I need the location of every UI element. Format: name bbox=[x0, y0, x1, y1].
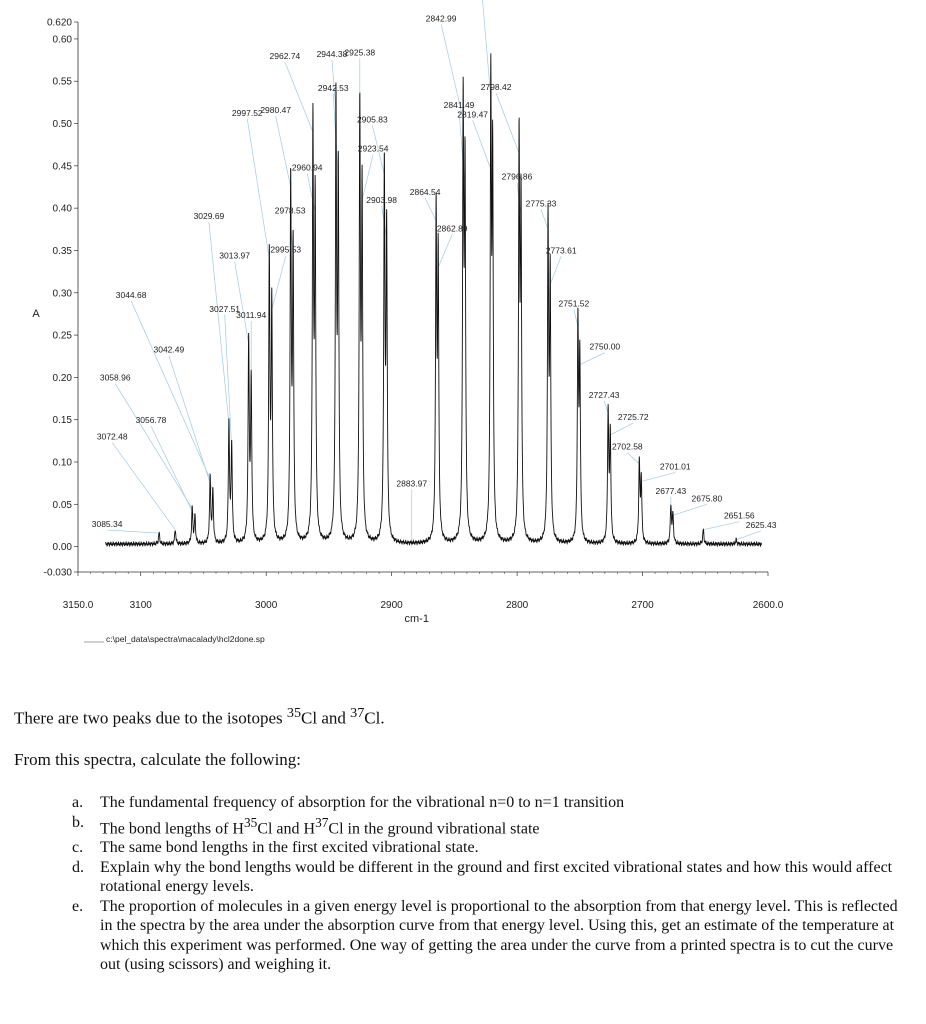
question-item bbox=[72, 897, 912, 975]
peak-leader-line bbox=[115, 384, 192, 509]
question-sup-35: 35 bbox=[243, 814, 258, 830]
y-tick-label: 0.620 bbox=[46, 17, 72, 29]
peak-leader-line bbox=[276, 116, 291, 187]
y-tick-label: 0.05 bbox=[52, 499, 72, 511]
chart-axes bbox=[32, 18, 783, 643]
peak-leader-line bbox=[673, 504, 707, 515]
question-item bbox=[72, 813, 912, 839]
y-tick-label: 0.10 bbox=[52, 457, 72, 469]
peak-leader-line bbox=[285, 62, 313, 132]
peak-label: 2819.47 bbox=[457, 109, 489, 120]
y-tick-label: 0.15 bbox=[52, 415, 72, 427]
question-letter: e. bbox=[72, 897, 84, 915]
peak-label: 3042.49 bbox=[153, 344, 185, 355]
peak-leader-line bbox=[151, 426, 195, 517]
peak-label: 2701.01 bbox=[659, 461, 691, 472]
x-tick-label: 2600.0 bbox=[752, 600, 784, 611]
x-tick-label: 3100 bbox=[129, 600, 152, 611]
x-tick-label: 2700 bbox=[631, 600, 654, 611]
question-text: The same bond lengths in the first excited vibrational state. bbox=[100, 839, 479, 857]
isotope-37-mass: 37 bbox=[350, 705, 365, 721]
peak-leader-line bbox=[627, 453, 639, 464]
peak-label: 2864.54 bbox=[409, 186, 441, 197]
peak-label: 2841.49 bbox=[443, 100, 475, 110]
peak-label: 2944.38 bbox=[316, 48, 348, 59]
isotope-35-mass: 35 bbox=[286, 705, 302, 721]
question-letter: b. bbox=[72, 813, 84, 831]
peak-label: 2625.43 bbox=[745, 519, 777, 530]
peak-leader-line bbox=[247, 119, 269, 259]
spectrum-trace bbox=[106, 53, 762, 546]
instructions: From this spectra, calculate the following: bbox=[14, 750, 302, 769]
peak-leader-line bbox=[107, 530, 159, 533]
peak-label: 2980.47 bbox=[260, 105, 292, 115]
peak-label: 2905.83 bbox=[356, 114, 388, 125]
peak-label: 2842.99 bbox=[425, 13, 457, 24]
question-text bbox=[100, 813, 912, 839]
peak-label: 2773.61 bbox=[545, 245, 577, 256]
isotope-37-symbol: Cl. bbox=[364, 708, 385, 728]
peak-label: 2751.52 bbox=[558, 298, 590, 309]
peak-label: 2702.58 bbox=[611, 441, 643, 452]
peak-label: 3029.69 bbox=[193, 210, 225, 221]
y-tick-label: 0.25 bbox=[52, 330, 72, 342]
peak-leader-line bbox=[541, 209, 548, 229]
question-text-part: The bond lengths of H bbox=[100, 819, 244, 837]
peak-leader-line bbox=[703, 522, 739, 530]
peak-leader-line bbox=[736, 531, 761, 540]
question-text-part: Cl in the ground vibrational state bbox=[328, 819, 540, 837]
y-axis-title: A bbox=[32, 308, 40, 320]
peak-label: 2923.54 bbox=[357, 143, 389, 154]
peak-leader-line bbox=[610, 423, 633, 435]
peak-label: 3044.68 bbox=[115, 289, 147, 300]
peak-label: 2942.53 bbox=[317, 82, 349, 93]
x-tick-label: 3150.0 bbox=[62, 600, 94, 611]
peak-labels bbox=[92, 0, 777, 530]
file-path-label: c:\pel_data\spectra\macalady\hcl2done.sp bbox=[106, 634, 265, 644]
y-tick-label: 0.20 bbox=[52, 372, 72, 384]
y-tick-label: 0.45 bbox=[52, 161, 72, 173]
question-list bbox=[72, 793, 912, 975]
question-text: Explain why the bond lengths would be different in the ground and first excited vibrational states and how this would affect rotational energy levels. bbox=[100, 858, 893, 896]
peak-leader-line bbox=[235, 262, 249, 344]
peak-label: 3072.48 bbox=[96, 431, 128, 442]
peak-leader-line bbox=[425, 198, 436, 221]
peak-label: 2997.52 bbox=[231, 107, 263, 118]
peak-label: 2750.00 bbox=[589, 341, 621, 352]
x-tick-label: 2800 bbox=[505, 600, 529, 611]
peak-leader-line bbox=[362, 155, 373, 200]
spectrum-line bbox=[106, 53, 762, 546]
peak-label: 2962.74 bbox=[269, 51, 301, 61]
isotope-prefix: There are two peaks due to the isotopes bbox=[14, 708, 287, 728]
peak-leader-line bbox=[459, 111, 465, 187]
peak-leader-line bbox=[169, 356, 213, 492]
peak-label: 2798.42 bbox=[480, 82, 512, 93]
question-text: The fundamental frequency of absorption for the vibrational n=0 to n=1 transition bbox=[100, 794, 625, 811]
peak-label: 2775.33 bbox=[525, 198, 557, 209]
peak-leader-line bbox=[496, 93, 519, 153]
y-tick-label: 0.30 bbox=[52, 288, 72, 300]
y-tick-label: 0.40 bbox=[52, 203, 72, 215]
x-axis-title: cm-1 bbox=[404, 613, 429, 625]
peak-label: 2725.72 bbox=[617, 411, 649, 422]
question-letter: c. bbox=[72, 839, 84, 857]
peak-label: 2796.86 bbox=[501, 171, 533, 182]
peak-leader-line bbox=[131, 301, 210, 479]
peak-label: 2677.43 bbox=[655, 485, 687, 496]
question-text: The proportion of molecules in a given energy level is proportional to the absorption from that energy level. This is reflected in the spectra by the area under the absorption curve from that energy level. Using this, get an estimate of the temperature at which this experiment was performed. One way of getting the area under the curve from a printed spectra is to cut the curve out (using scissors) and weighing it. bbox=[100, 897, 898, 974]
y-tick-label: 0.50 bbox=[52, 119, 72, 131]
peak-leader-line bbox=[438, 234, 452, 267]
peak-label: 2995.53 bbox=[270, 244, 302, 255]
isotope-35-symbol: Cl and bbox=[301, 708, 351, 728]
peak-leader-line bbox=[112, 443, 175, 530]
y-tick-label: 0.60 bbox=[52, 34, 72, 46]
peak-label: 2903.98 bbox=[366, 194, 398, 205]
question-item bbox=[72, 858, 912, 897]
peak-leader-line bbox=[307, 173, 315, 212]
question-item bbox=[72, 793, 912, 813]
peak-label: 2925.38 bbox=[344, 47, 376, 58]
peak-leader-line bbox=[580, 353, 605, 365]
peak-label: 2651.56 bbox=[723, 510, 755, 521]
peak-label: 2727.43 bbox=[588, 389, 620, 400]
question-letter: a. bbox=[72, 794, 84, 811]
peak-label: 3011.94 bbox=[236, 309, 267, 320]
peak-leader-line bbox=[641, 472, 675, 481]
peak-label: 3085.34 bbox=[91, 519, 123, 530]
peak-leader-line bbox=[550, 256, 561, 284]
peak-label: 3027.51 bbox=[209, 303, 241, 314]
peak-leader-line bbox=[473, 120, 493, 174]
question-text-part: Cl and H bbox=[257, 819, 316, 837]
x-tick-label: 2900 bbox=[380, 600, 403, 611]
x-tick-label: 3000 bbox=[255, 600, 278, 611]
y-tick-label: -0.030 bbox=[43, 567, 72, 579]
y-tick-label: 0.35 bbox=[52, 245, 72, 257]
peak-label: 2978.53 bbox=[274, 205, 306, 216]
peak-label: 2883.97 bbox=[396, 478, 428, 489]
peak-label: 2862.89 bbox=[436, 223, 468, 234]
question-sup-37: 37 bbox=[315, 814, 329, 830]
peak-label: 2675.80 bbox=[691, 493, 723, 504]
y-tick-label: 0.00 bbox=[52, 542, 72, 554]
peak-leader-line bbox=[225, 315, 232, 447]
y-tick-label: 0.55 bbox=[52, 76, 72, 88]
isotope-note bbox=[14, 705, 385, 729]
peak-label: 3056.78 bbox=[135, 415, 167, 425]
peak-label: 3058.96 bbox=[99, 372, 131, 383]
peak-leader-line bbox=[272, 256, 286, 310]
question-letter: d. bbox=[72, 858, 84, 876]
question-item bbox=[72, 838, 912, 858]
peak-label: 2960.94 bbox=[291, 162, 323, 173]
peak-label: 3013.97 bbox=[219, 250, 251, 261]
